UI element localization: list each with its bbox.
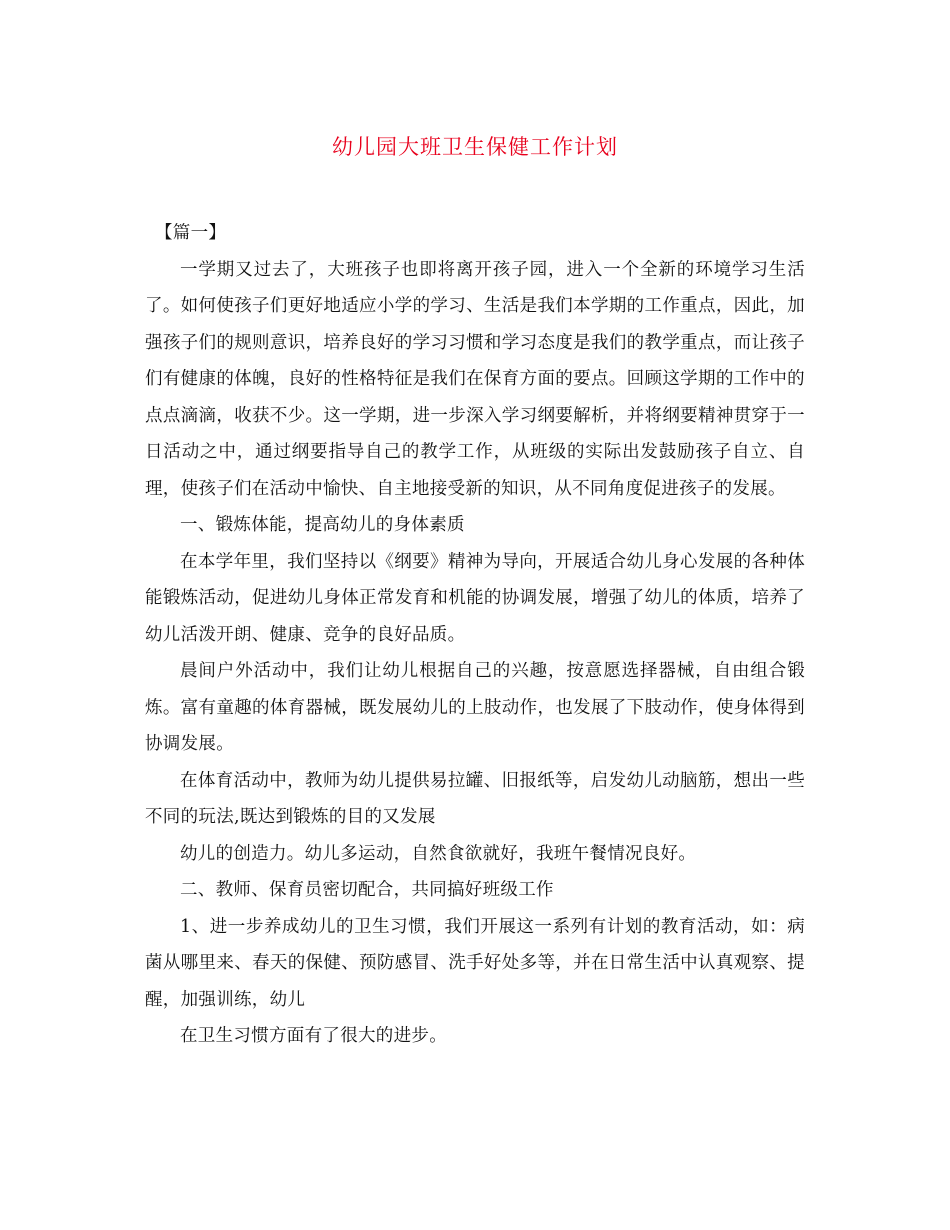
paragraph-intro: 一学期又过去了，大班孩子也即将离开孩子园，进入一个全新的环境学习生活了。如何使孩子们更好地适应小学的学习、生活是我们本学期的工作重点，因此，加强孩子们的规则意识，培养良好的学习习惯和学习态度是我们的教学重点，而让孩子们有健康的体魄，良好的性格特征是我们在保育方面的要点。回顾这学期的工作中的点点滴滴，收获不少。这一学期，进一步深入学习纲要解析，并将纲要精神贯穿于一日活动之中，通过纲要指导自己的教学工作，从班级的实际出发鼓励孩子自立、自理，使孩子们在活动中愉快、自主地接受新的知识，从不同角度促进孩子的发展。	[145, 259, 805, 499]
document-title: 幼儿园大班卫生保健工作计划	[332, 135, 618, 159]
paragraph-hygiene-habits: 1、进一步养成幼儿的卫生习惯，我们开展这一系列有计划的教育活动，如：病菌从哪里来、春天的保健、预防感冒、洗手好处多等，并在日常生活中认真观察、提醒，加强训练，幼儿	[145, 916, 805, 1010]
paragraph-hygiene-progress: 在卫生习惯方面有了很大的进步。	[180, 1026, 447, 1046]
heading-physical-fitness: 一、锻炼体能，提高幼儿的身体素质	[180, 515, 465, 535]
document-body	[145, 215, 805, 1055]
paragraph-pe-activities: 在体育活动中，教师为幼儿提供易拉罐、旧报纸等，启发幼儿动脑筋，想出一些不同的玩法,既达到锻炼的目的又发展	[145, 770, 805, 827]
paragraph-morning-outdoor: 晨间户外活动中，我们让幼儿根据自己的兴趣，按意愿选择器械，自由组合锻炼。富有童趣的体育器械，既发展幼儿的上肢动作，也发展了下肢动作，使身体得到协调发展。	[145, 661, 805, 754]
paragraph-fitness-activities: 在本学年里，我们坚持以《纲要》精神为导向，开展适合幼儿身心发展的各种体能锻炼活动，促进幼儿身体正常发育和机能的协调发展，增强了幼儿的体质，培养了幼儿活泼开朗、健康、竞争的良好品质。	[145, 551, 805, 645]
paragraph-creativity-lunch: 幼儿的创造力。幼儿多运动，自然食欲就好，我班午餐情况良好。	[180, 843, 697, 864]
section-tag: 【篇一】	[155, 223, 227, 243]
heading-teacher-cooperation: 二、教师、保育员密切配合，共同搞好班级工作	[180, 880, 554, 900]
